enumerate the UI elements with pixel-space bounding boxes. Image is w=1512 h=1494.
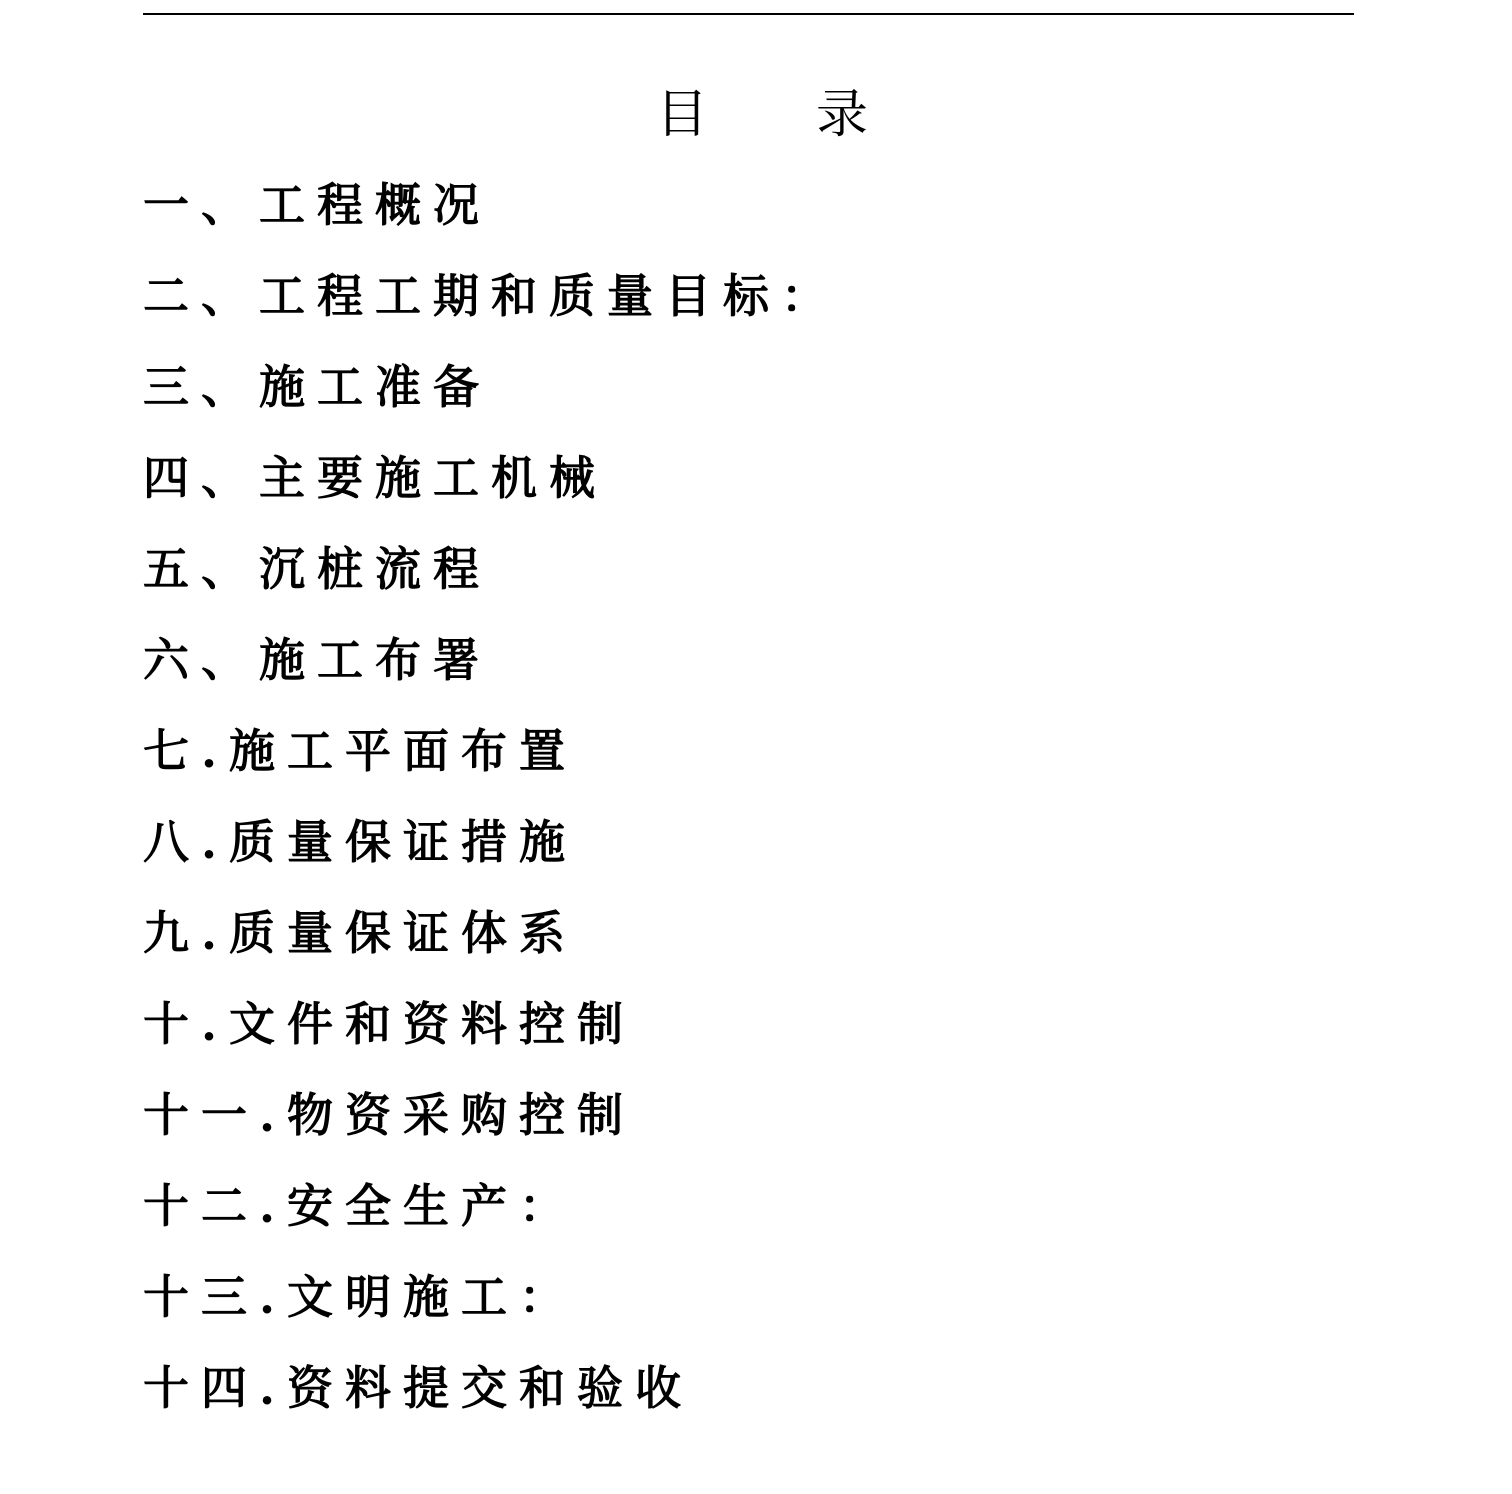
header-rule bbox=[143, 13, 1354, 15]
toc-list bbox=[143, 174, 839, 1448]
toc-item-1: 一、工程概况 bbox=[143, 178, 491, 232]
toc-item-4: 四、主要施工机械 bbox=[143, 451, 607, 505]
toc-item-7: 七.施工平面布置 bbox=[143, 724, 578, 778]
toc-item-11: 十一.物资采购控制 bbox=[143, 1088, 636, 1142]
toc-item-5: 五、沉桩流程 bbox=[143, 542, 491, 596]
toc-item-6: 六、施工布署 bbox=[143, 633, 491, 687]
toc-item-2: 二、工程工期和质量目标： bbox=[143, 269, 839, 323]
toc-item-12: 十二.安全生产： bbox=[143, 1179, 578, 1233]
toc-item-10: 十.文件和资料控制 bbox=[143, 997, 636, 1051]
toc-item-14: 十四.资料提交和验收 bbox=[143, 1361, 694, 1415]
toc-item-8: 八.质量保证措施 bbox=[143, 815, 578, 869]
toc-item-9: 九.质量保证体系 bbox=[143, 906, 578, 960]
toc-item-3: 三、施工准备 bbox=[143, 360, 491, 414]
toc-item-13: 十三.文明施工： bbox=[143, 1270, 578, 1324]
toc-title: 目录 bbox=[655, 85, 976, 145]
